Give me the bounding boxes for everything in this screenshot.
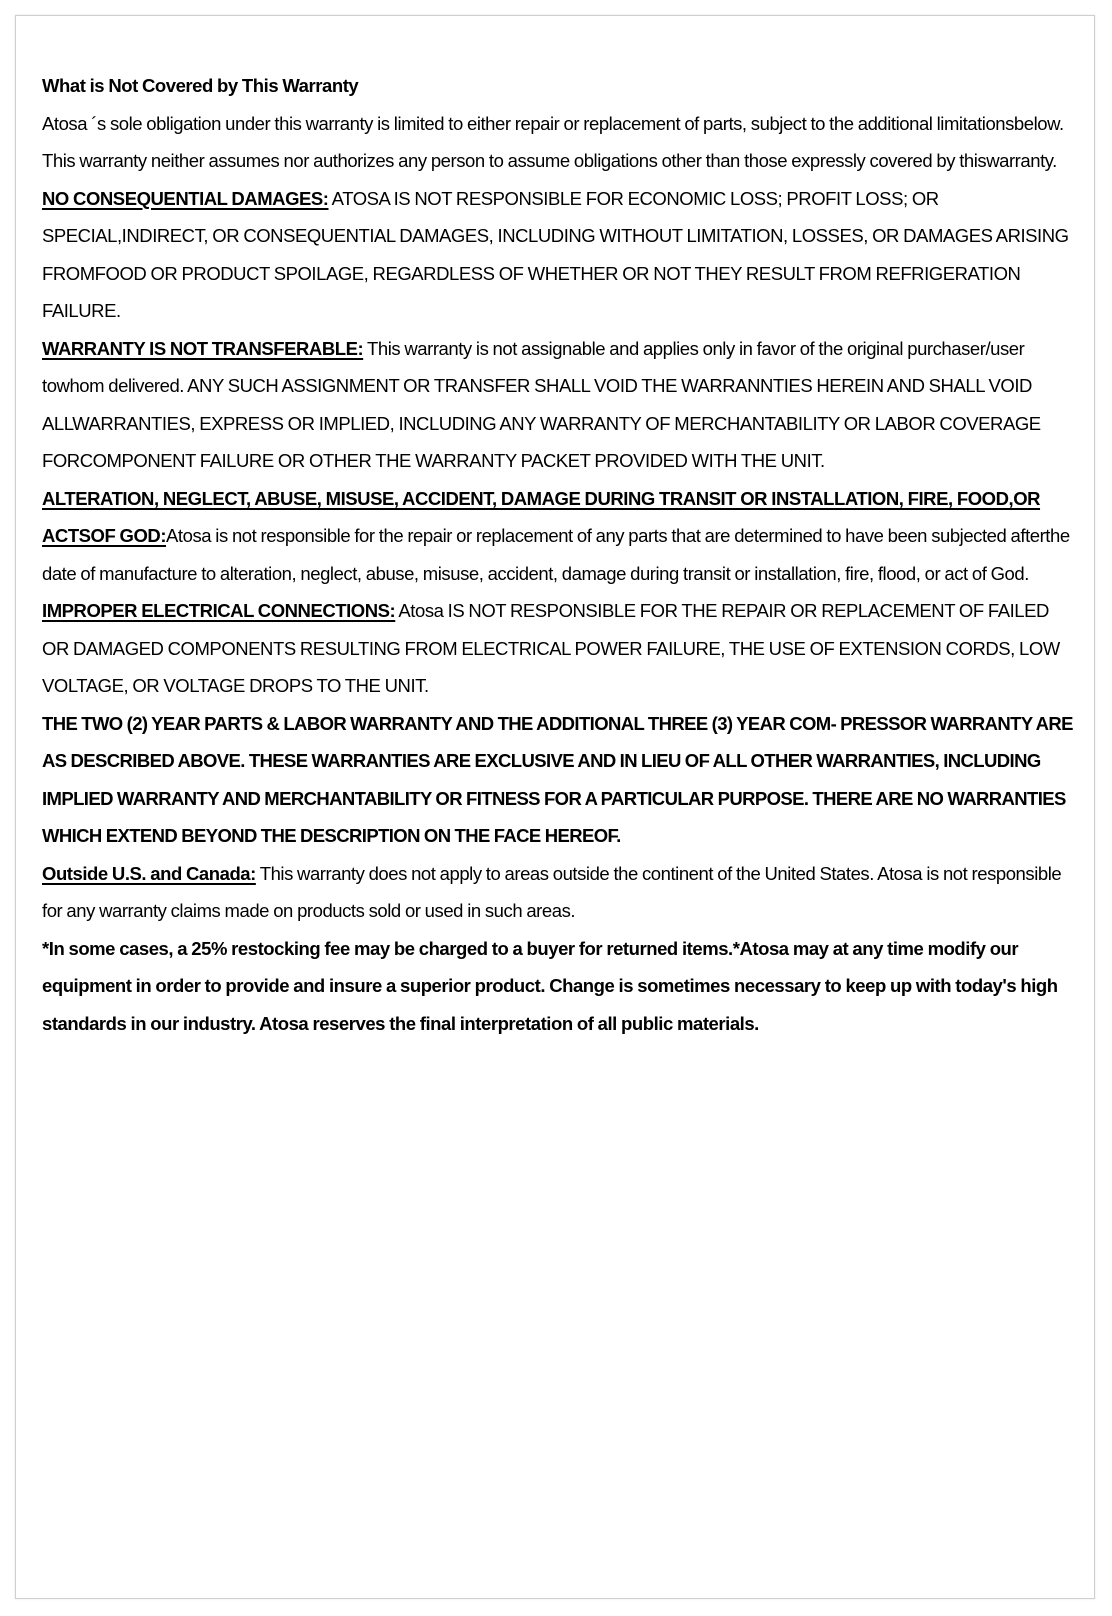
restocking-footnote: *In some cases, a 25% restocking fee may be charged to a buyer for returned items.*Atosa may at any time modify our equipment in order to provide and insure a superior product. Change is sometimes necessary to keep up with today's high standards in our industry. Atosa reserves the final interpretation of all public materials. [42, 937, 1058, 1034]
alteration-title: ALTERATION, NEGLECT, ABUSE, MISUSE, ACCIDENT, DAMAGE DURING TRANSIT OR INSTALLATION, FIRE, FOOD,OR ACTSOF GOD: [42, 487, 1041, 546]
not-transferable-paragraph [42, 330, 1074, 480]
consequential-damages-body: ATOSA IS NOT RESPONSIBLE FOR ECONOMIC LOSS; PROFIT LOSS; OR SPECIAL,INDIRECT, OR CONSEQUENTIAL DAMAGES, INCLUDING WITHOUT LIMITATION, LOSSES, OR DAMAGES ARISING FROMFOOD OR PRODUCT SPOILAGE, REGARDLESS OF WHETHER OR NOT THEY RESULT FROM REFRIGERATION FAILURE. [42, 187, 1069, 321]
intro-paragraph: Atosa ´s sole obligation under this warranty is limited to either repair or replacement of parts, subject to the additional limitationsbelow. This warranty neither assumes nor authorizes any person to assume obligations other than those expressly covered by thiswarranty. [42, 112, 1064, 171]
exclusive-warranty-paragraph: THE TWO (2) YEAR PARTS & LABOR WARRANTY AND THE ADDITIONAL THREE (3) YEAR COM- PRESSOR WARRANTY ARE AS DESCRIBED ABOVE. THESE WARRANTIES ARE EXCLUSIVE AND IN LIEU OF ALL OTHER WARRANTIES, INCLUDING IMPLIED WARRANTY AND MERCHANTABILITY OR FITNESS FOR A PARTICULAR PURPOSE. THERE ARE NO WARRANTIES WHICH EXTEND BEYOND THE DESCRIPTION ON THE FACE HEREOF. [42, 712, 1073, 846]
section-heading: What is Not Covered by This Warranty [42, 75, 359, 96]
not-transferable-title: WARRANTY IS NOT TRANSFERABLE: [42, 337, 364, 359]
document-page [15, 15, 1095, 1599]
electrical-title: IMPROPER ELECTRICAL CONNECTIONS: [42, 600, 396, 621]
electrical-paragraph [42, 592, 1074, 705]
outside-us-canada-body: This warranty does not apply to areas outside the continent of the United States. Atosa is not responsible for any warranty claims made on products sold or used in such areas. [42, 862, 1062, 921]
consequential-damages-paragraph [42, 180, 1074, 330]
alteration-body: Atosa is not responsible for the repair or replacement of any parts that are determined to have been subjected afterthe date of manufacture to alteration, neglect, abuse, misuse, accident, damage during transit or installation, fire, flood, or act of God. [42, 525, 1070, 584]
alteration-paragraph [42, 480, 1074, 593]
not-transferable-body: This warranty is not assignable and applies only in favor of the original purchaser/user towhom delivered. ANY SUCH ASSIGNMENT OR TRANSFER SHALL VOID THE WARRANNTIES HEREIN AND SHALL VOID ALLWARRANTIES, EXPRESS OR IMPLIED, INCLUDING ANY WARRANTY OF MERCHANTABILITY OR LABOR COVERAGE FORCOMPONENT FAILURE OR OTHER THE WARRANTY PACKET PROVIDED WITH THE UNIT. [42, 337, 1041, 471]
consequential-damages-title: NO CONSEQUENTIAL DAMAGES: [42, 187, 329, 209]
electrical-body: Atosa IS NOT RESPONSIBLE FOR THE REPAIR OR REPLACEMENT OF FAILED OR DAMAGED COMPONENTS RESULTING FROM ELECTRICAL POWER FAILURE, THE USE OF EXTENSION CORDS, LOW VOLTAGE, OR VOLTAGE DROPS TO THE UNIT. [42, 600, 1060, 696]
outside-us-canada-title: Outside U.S. and Canada: [42, 862, 256, 884]
warranty-text [42, 67, 1074, 1042]
outside-us-canada-paragraph [42, 855, 1074, 930]
